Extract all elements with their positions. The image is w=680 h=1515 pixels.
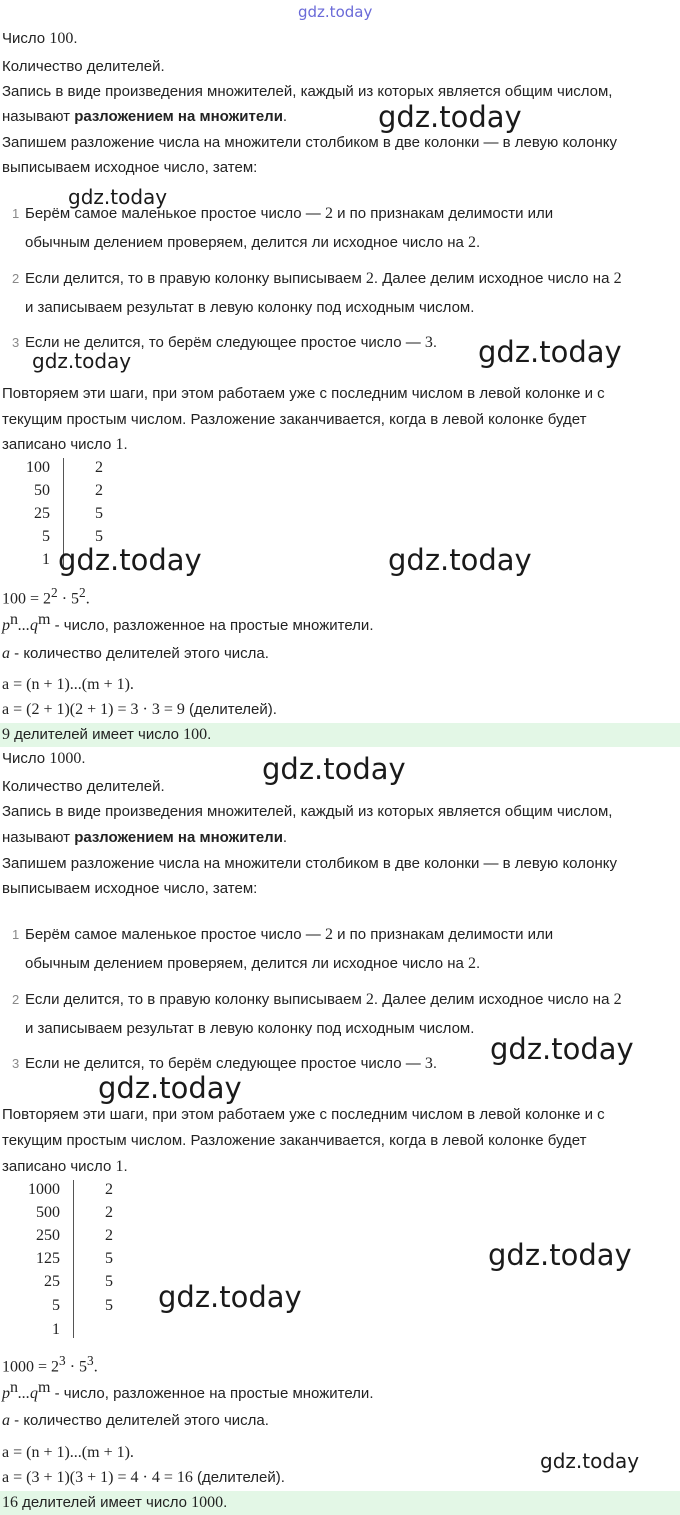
factor-left: 25 xyxy=(44,1273,60,1290)
factor-left: 500 xyxy=(36,1204,60,1221)
step-2-line-1: Если делится, то в правую колонку выписываем 2. Далее делим исходное число на 2 xyxy=(25,991,622,1008)
step-1-line-1: Берём самое маленькое простое число — 2 и по признакам делимости или xyxy=(25,205,554,222)
site-watermark: gdz.today xyxy=(32,349,132,373)
method-line-1: Запишем разложение числа на множители столбиком в две колонки — в левую колонку xyxy=(2,134,617,151)
factor-left: 125 xyxy=(36,1250,60,1267)
site-watermark: gdz.today xyxy=(478,335,622,369)
a-definition: a - количество делителей этого числа. xyxy=(2,645,269,662)
task-title: Число 1000. xyxy=(2,750,86,767)
site-watermark: gdz.today xyxy=(540,1449,640,1473)
step-number: 1 xyxy=(12,206,20,221)
step-2-line-2: и записываем результат в левую колонку под исходным числом. xyxy=(25,1020,475,1037)
factor-left: 100 xyxy=(26,459,50,476)
repeat-line-2: текущим простым числом. Разложение заканчивается, когда в левой колонке будет xyxy=(2,1132,587,1149)
factor-left: 50 xyxy=(34,482,50,499)
step-number: 3 xyxy=(12,335,20,350)
factor-right: 2 xyxy=(95,482,103,499)
site-watermark: gdz.today xyxy=(488,1238,632,1272)
factor-left: 1 xyxy=(52,1321,60,1338)
definition-line-2: называют разложением на множители. xyxy=(2,829,288,846)
step-2-line-1: Если делится, то в правую колонку выписываем 2. Далее делим исходное число на 2 xyxy=(25,270,622,287)
step-1-line-1: Берём самое маленькое простое число — 2 и по признакам делимости или xyxy=(25,926,554,943)
factor-right: 5 xyxy=(105,1297,113,1314)
divisor-formula: a = (n + 1)...(m + 1). xyxy=(2,1444,134,1461)
definition-line-1: Запись в виде произведения множителей, каждый из которых является общим числом, xyxy=(2,83,613,100)
factor-right: 2 xyxy=(95,459,103,476)
repeat-line-2: текущим простым числом. Разложение заканчивается, когда в левой колонке будет xyxy=(2,411,587,428)
answer-line: 16 делителей имеет число 1000. xyxy=(2,1494,228,1511)
factor-left: 5 xyxy=(52,1297,60,1314)
factor-left: 5 xyxy=(42,528,50,545)
step-1-line-2: обычным делением проверяем, делится ли исходное число на 2. xyxy=(25,955,481,972)
site-watermark: gdz.today xyxy=(262,752,406,786)
definition-line-2: называют разложением на множители. xyxy=(2,108,288,125)
step-1-line-2: обычным делением проверяем, делится ли исходное число на 2. xyxy=(25,234,481,251)
factor-right: 5 xyxy=(95,505,103,522)
site-watermark: gdz.today xyxy=(378,100,522,134)
method-line-2: выписываем исходное число, затем: xyxy=(2,880,258,897)
step-number: 2 xyxy=(12,992,20,1007)
factorization-result: $1000 = 2^3 \cdot 5^3$. xyxy=(2,1353,98,1376)
method-line-2: выписываем исходное число, затем: xyxy=(2,159,258,176)
factor-right: 5 xyxy=(95,528,103,545)
factor-left: 250 xyxy=(36,1227,60,1244)
divisors-heading: Количество делителей. xyxy=(2,58,165,75)
site-watermark: gdz.today xyxy=(158,1280,302,1314)
factorization-divider xyxy=(73,1180,74,1338)
factor-right: 2 xyxy=(105,1181,113,1198)
pq-definition: $p^n...q^m$ - число, разложенное на простые множители. xyxy=(2,1379,374,1402)
site-watermark: gdz.today xyxy=(490,1032,634,1066)
divisors-heading: Количество делителей. xyxy=(2,778,165,795)
repeat-line-3: записано число 1. xyxy=(2,1158,128,1175)
pq-definition: $p^n...q^m$ - число, разложенное на простые множители. xyxy=(2,611,374,634)
factor-right: 5 xyxy=(105,1273,113,1290)
factor-left: 25 xyxy=(34,505,50,522)
factor-left: 1000 xyxy=(28,1181,60,1198)
repeat-line-3: записано число 1. xyxy=(2,436,128,453)
step-2-line-2: и записываем результат в левую колонку под исходным числом. xyxy=(25,299,475,316)
repeat-line-1: Повторяем эти шаги, при этом работаем уже с последним числом в левой колонке и с xyxy=(2,1106,605,1123)
divisor-calculation: a = (3 + 1)(3 + 1) = 4 · 4 = 16 (делителей). xyxy=(2,1469,285,1486)
factor-left: 1 xyxy=(42,551,50,568)
divisor-calculation: a = (2 + 1)(2 + 1) = 3 · 3 = 9 (делителей). xyxy=(2,701,277,718)
step-number: 2 xyxy=(12,271,20,286)
a-definition: a - количество делителей этого числа. xyxy=(2,1412,269,1429)
step-number: 1 xyxy=(12,927,20,942)
repeat-line-1: Повторяем эти шаги, при этом работаем уже с последним числом в левой колонке и с xyxy=(2,385,605,402)
factor-right: 5 xyxy=(105,1250,113,1267)
site-watermark: gdz.today xyxy=(98,1071,242,1105)
factor-right: 2 xyxy=(105,1204,113,1221)
answer-line: 9 делителей имеет число 100. xyxy=(2,726,212,743)
step-3-line: Если не делится, то берём следующее простое число — 3. xyxy=(25,1055,438,1072)
factorization-result: $100 = 2^2 \cdot 5^2$. xyxy=(2,585,90,608)
factor-right: 2 xyxy=(105,1227,113,1244)
site-watermark: gdz.today xyxy=(58,543,202,577)
step-3-line: Если не делится, то берём следующее простое число — 3. xyxy=(25,334,438,351)
divisor-formula: a = (n + 1)...(m + 1). xyxy=(2,676,134,693)
step-number: 3 xyxy=(12,1056,20,1071)
site-watermark: gdz.today xyxy=(68,185,168,209)
task-title: Число 100. xyxy=(2,30,78,47)
definition-line-1: Запись в виде произведения множителей, каждый из которых является общим числом, xyxy=(2,803,613,820)
site-watermark: gdz.today xyxy=(388,543,532,577)
site-watermark-top: gdz.today xyxy=(298,3,373,21)
method-line-1: Запишем разложение числа на множители столбиком в две колонки — в левую колонку xyxy=(2,855,617,872)
